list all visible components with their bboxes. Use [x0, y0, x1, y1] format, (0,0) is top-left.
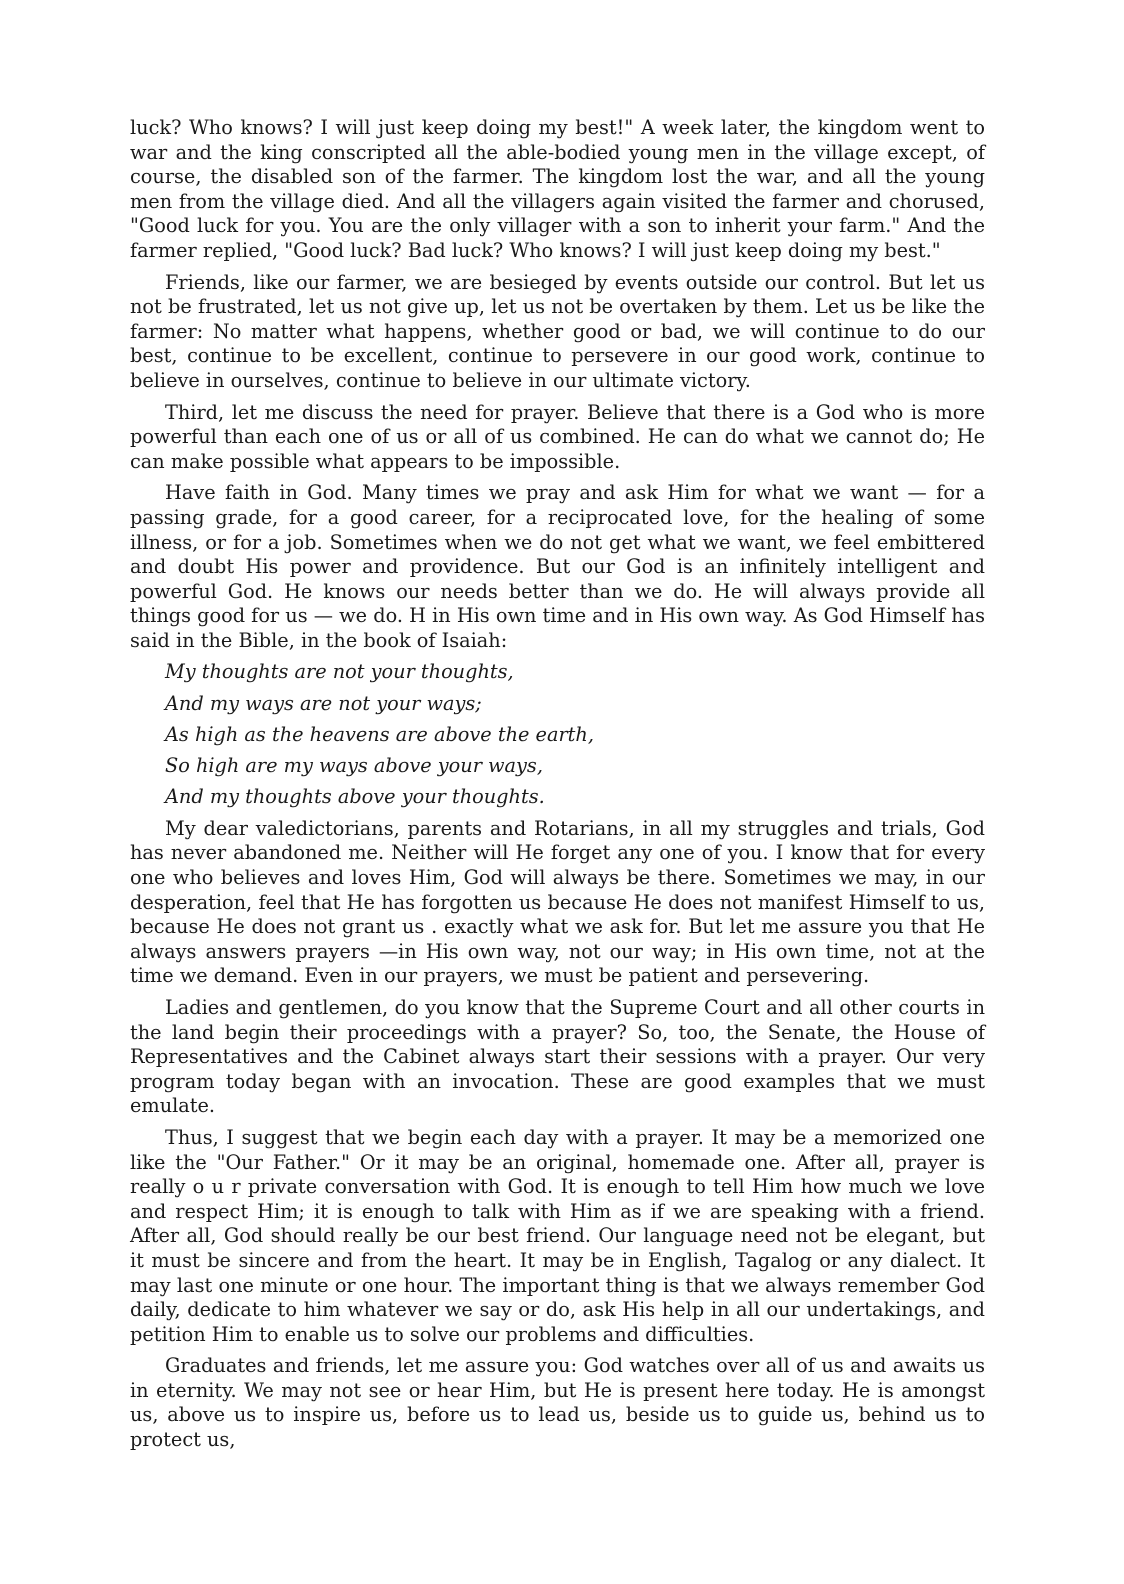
paragraph-courts-prayer: Ladies and gentlemen, do you know that the Supreme Court and all other courts in the land begin their proceedings with a prayer? So, too, the Senate, the House of Representatives and the Cabinet always start their sessions with a prayer. Our very program today began with an invocation. These are good examples that we must emulate.	[130, 995, 985, 1118]
paragraph-farmer-story-end: luck? Who knows? I will just keep doing my best!" A week later, the kingdom went to war and the king conscripted all the able-bodied young men in the village except, of course, the disabled son of the farmer. The kingdom lost the war, and all the young men from the village died. And all the villagers again visited the farmer and chorused, "Good luck for you. You are the only villager with a son to inherit your farm." And the farmer replied, "Good luck? Bad luck? Who knows? I will just keep doing my best."	[130, 116, 985, 262]
quote-line: My thoughts are not your thoughts,	[165, 660, 514, 684]
quote-line: And my thoughts above your thoughts.	[165, 785, 545, 809]
quote-line: As high as the heavens are above the earth,	[165, 722, 594, 746]
isaiah-quote	[130, 660, 985, 809]
document-page	[130, 116, 985, 1460]
paragraph-valedictorians: My dear valedictorians, parents and Rotarians, in all my struggles and trials, God has never abandoned me. Neither will He forget any one of you. I know that for every one who believes and loves Him, God will always be there. Sometimes we may, in our desperation, feel that He has forgotten us because He does not manifest Himself to us, because He does not grant us . exactly what we ask for. But let me assure you that He always answers prayers —in His own way, not our way; in His own time, not at the time we demand. Even in our prayers, we must be patient and persevering.	[130, 816, 985, 988]
paragraph-need-for-prayer: Third, let me discuss the need for prayer. Believe that there is a God who is more powerful than each one of us or all of us combined. He can do what we cannot do; He can make possible what appears to be impossible.	[130, 400, 985, 473]
paragraph-besieged-by-events: Friends, like our farmer, we are besieged by events outside our control. But let us not be frustrated, let us not give up, let us not be overtaken by them. Let us be like the farmer: No matter what happens, whether good or bad, we will continue to do our best, continue to be excellent, continue to persevere in our good work, continue to believe in ourselves, continue to believe in our ultimate victory.	[130, 270, 985, 392]
quote-line: And my ways are not your ways;	[165, 691, 482, 715]
quote-line: So high are my ways above your ways,	[165, 754, 543, 778]
paragraph-begin-day-prayer: Thus, I suggest that we begin each day with a prayer. It may be a memorized one like the "Our Father." Or it may be an original, homemade one. After all, prayer is really o u r private conversation with God. It is enough to tell Him how much we love and respect Him; it is enough to talk with Him as if we are speaking with a friend. After all, God should really be our best friend. Our language need not be elegant, but it must be sincere and from the heart. It may be in English, Tagalog or any dialect. It may last one minute or one hour. The important thing is that we always remember God daily, dedicate to him whatever we say or do, ask His help in all our undertakings, and petition Him to enable us to solve our problems and difficulties.	[130, 1125, 985, 1346]
paragraph-god-watches: Graduates and friends, let me assure you: God watches over all of us and awaits us in eternity. We may not see or hear Him, but He is present here today. He is amongst us, above us to inspire us, before us to lead us, beside us to guide us, behind us to protect us,	[130, 1354, 985, 1452]
paragraph-faith-in-god: Have faith in God. Many times we pray and ask Him for what we want — for a passing grade, for a good career, for a reciprocated love, for the healing of some illness, or for a job. Sometimes when we do not get what we want, we feel embittered and doubt His power and providence. But our God is an infinitely intelligent and powerful God. He knows our needs better than we do. He will always provide all things good for us — we do. H in His own time and in His own way. As God Himself has said in the Bible, in the book of Isaiah:	[130, 481, 985, 652]
